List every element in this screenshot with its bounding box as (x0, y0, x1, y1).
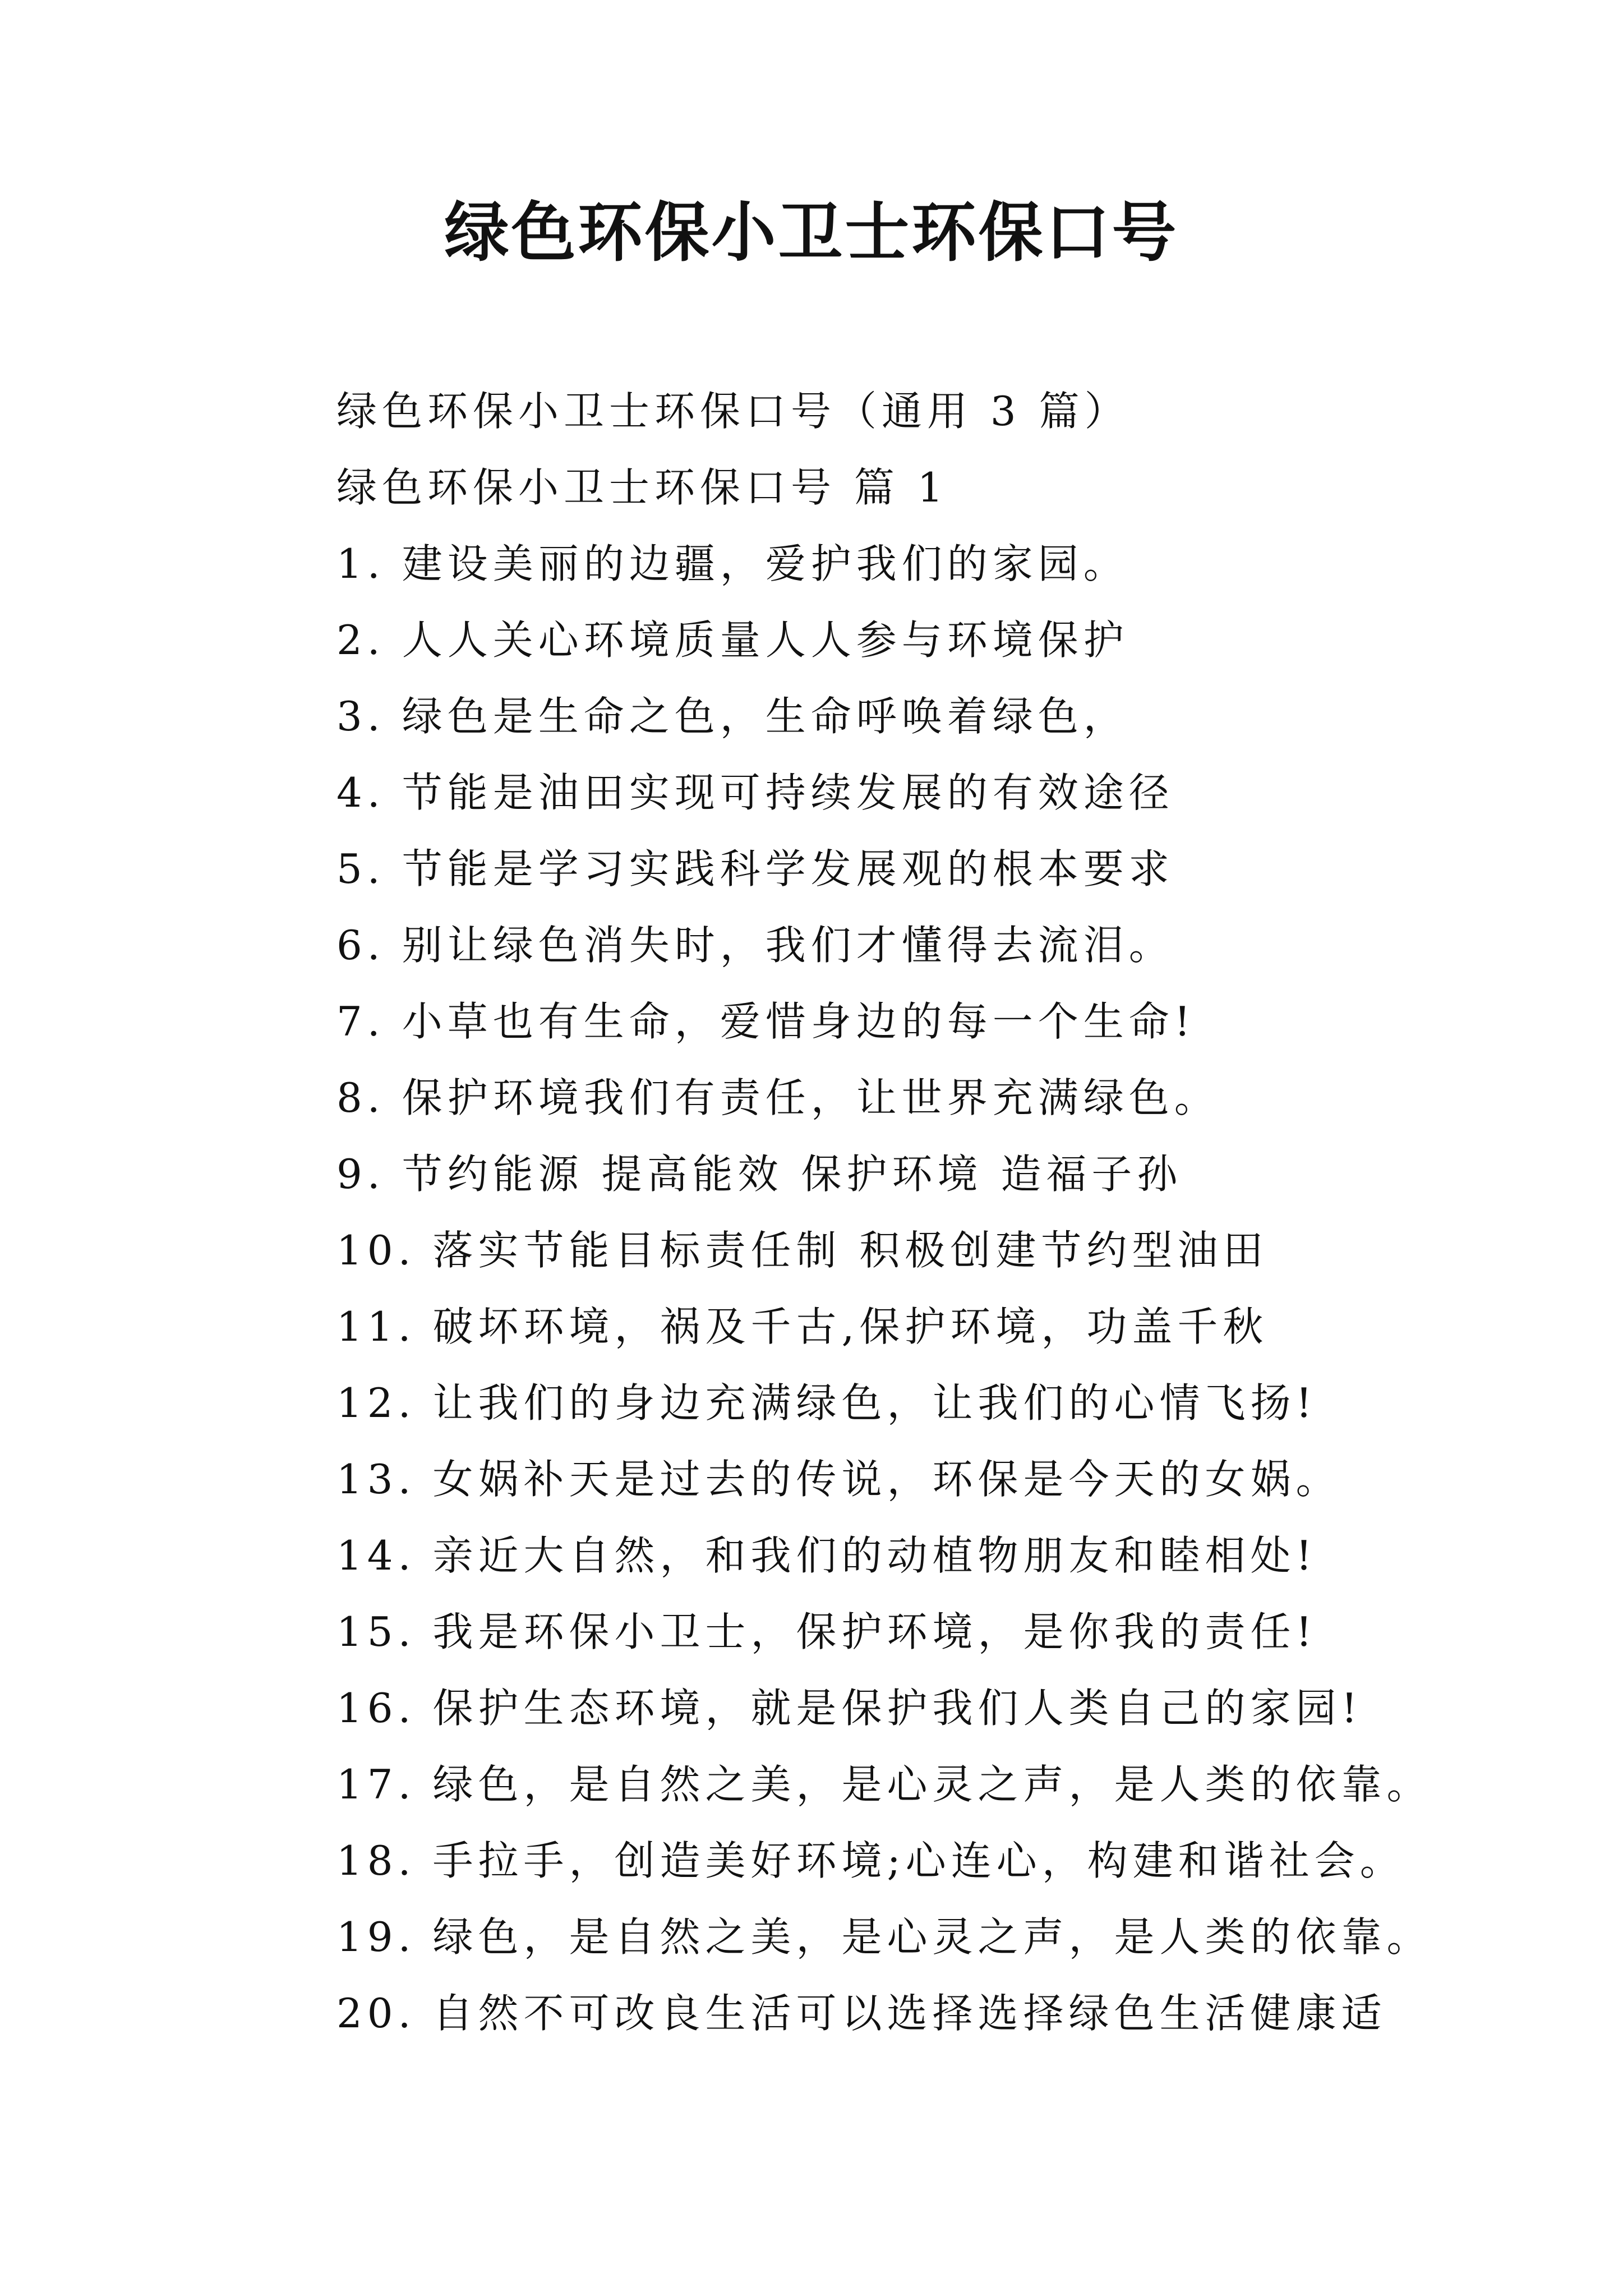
item-number: 7. (336, 998, 385, 1045)
list-item (336, 1517, 1570, 1594)
item-number: 16. (336, 1685, 416, 1732)
item-text: 女娲补天是过去的传说，环保是今天的女娲。 (432, 1456, 1341, 1503)
item-number: 10. (336, 1227, 416, 1274)
list-item (336, 678, 1570, 754)
item-number: 19. (336, 1913, 416, 1961)
item-text: 节能是油田实现可持续发展的有效途径 (402, 769, 1174, 816)
list-item (336, 983, 1570, 1060)
item-text: 节约能源 提高能效 保护环境 造福子孙 (402, 1151, 1183, 1198)
item-number: 6. (336, 922, 385, 969)
item-number: 3. (336, 693, 385, 740)
item-text: 手拉手，创造美好环境;心连心，构建和谐社会。 (432, 1837, 1405, 1884)
list-item (336, 1289, 1570, 1365)
item-number: 14. (336, 1532, 416, 1579)
list-item (336, 1823, 1570, 1899)
list-item (336, 754, 1570, 831)
list-item (336, 1212, 1570, 1289)
list-item (336, 526, 1570, 602)
item-number: 5. (336, 845, 385, 892)
item-text: 保护环境我们有责任，让世界充满绿色。 (402, 1074, 1220, 1121)
item-number: 12. (336, 1379, 416, 1427)
item-text: 让我们的身边充满绿色，让我们的心情飞扬! (432, 1379, 1317, 1427)
item-text: 小草也有生命，爱惜身边的每一个生命! (402, 998, 1196, 1045)
list-item (336, 1899, 1570, 1975)
item-number: 4. (336, 769, 385, 816)
item-number: 15. (336, 1608, 416, 1655)
item-number: 8. (336, 1074, 385, 1121)
item-number: 1. (336, 540, 385, 587)
list-item (336, 1060, 1570, 1136)
list-item (336, 1365, 1570, 1441)
document-subtitle: 绿色环保小卫士环保口号（通用 3 篇） (336, 388, 1130, 435)
list-item (336, 907, 1570, 983)
item-text: 节能是学习实践科学发展观的根本要求 (402, 845, 1174, 892)
item-text: 我是环保小卫士，保护环境，是你我的责任! (432, 1608, 1317, 1655)
item-text: 自然不可改良生活可以选择选择绿色生活健康适 (432, 1990, 1387, 2037)
list-item (336, 1670, 1570, 1746)
document-body (336, 373, 1570, 2051)
item-text: 别让绿色消失时，我们才懂得去流泪。 (402, 922, 1174, 969)
item-number: 13. (336, 1456, 416, 1503)
item-text: 保护生态环境，就是保护我们人类自己的家园! (432, 1685, 1363, 1732)
list-item (336, 1975, 1570, 2051)
item-text: 落实节能目标责任制 积极创建节约型油田 (432, 1227, 1269, 1274)
section-heading: 绿色环保小卫士环保口号 篇 1 (336, 464, 948, 511)
item-text: 绿色，是自然之美，是心灵之声，是人类的依靠。 (432, 1761, 1432, 1808)
list-item (336, 602, 1570, 678)
list-item (336, 1594, 1570, 1670)
item-number: 9. (336, 1151, 385, 1198)
item-text: 破坏环境，祸及千古,保护环境，功盖千秋 (432, 1303, 1269, 1350)
list-item (336, 1441, 1570, 1517)
item-number: 17. (336, 1761, 416, 1808)
item-text: 绿色是生命之色，生命呼唤着绿色， (402, 693, 1129, 740)
item-text: 建设美丽的边疆，爱护我们的家园。 (402, 540, 1129, 587)
list-item (336, 831, 1570, 907)
list-item (336, 1136, 1570, 1212)
document-title: 绿色环保小卫士环保口号 (444, 195, 1179, 270)
item-number: 18. (336, 1837, 416, 1884)
item-text: 绿色，是自然之美，是心灵之声，是人类的依靠。 (432, 1913, 1432, 1961)
item-text: 人人关心环境质量人人参与环境保护 (402, 616, 1129, 664)
item-number: 2. (336, 616, 385, 664)
item-text: 亲近大自然，和我们的动植物朋友和睦相处! (432, 1532, 1317, 1579)
list-item (336, 1746, 1570, 1823)
item-number: 11. (336, 1303, 416, 1350)
item-number: 20. (336, 1990, 416, 2037)
